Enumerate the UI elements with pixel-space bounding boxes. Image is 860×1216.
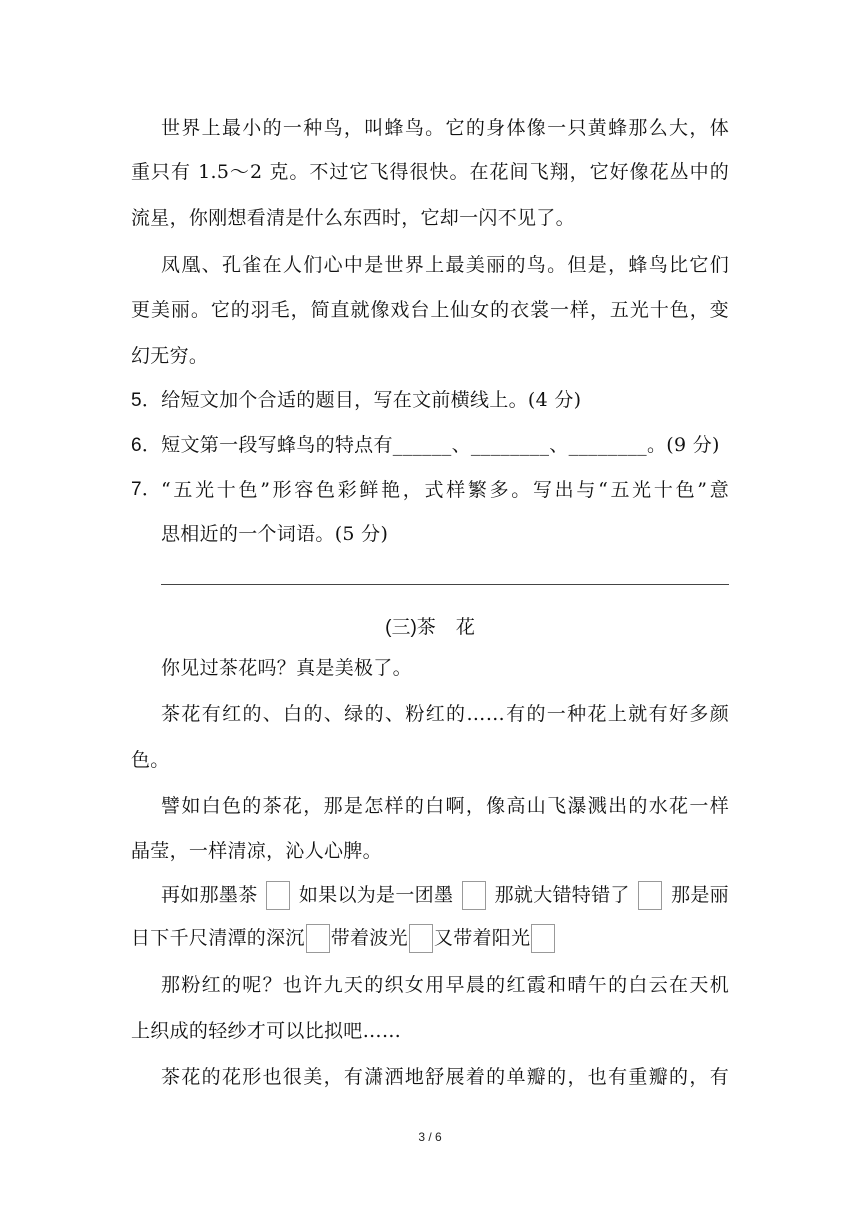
punctuation-blank-box[interactable] [266,881,290,910]
punctuation-blank-box[interactable] [638,881,662,910]
punctuation-blank-box[interactable] [409,924,433,953]
question-text: 短文第一段写蜂鸟的特点有______、________、________。(9 分) [161,434,720,456]
question-number: 7． [131,479,162,500]
passage-line: 更美丽。它的羽毛，简直就像戏台上仙女的衣裳一样，五光十色，变 [131,299,729,321]
cloze-segment: 那是丽 [671,884,729,906]
cloze-segment: 如果以为是一团墨 [298,884,454,906]
passage-line: 流星，你刚想看清是什么东西时，它却一闪不见了。 [131,207,575,229]
cloze-segment: 日下千尺清潭的深沉 [131,927,305,949]
title-text: 花 [455,617,475,638]
passage-line: 上织成的轻纱才可以比拟吧…… [131,1020,402,1042]
passage-line: 凤凰、孔雀在人们心中是世界上最美丽的鸟。但是，蜂鸟比它们 [161,254,729,276]
question-text: 给短文加个合适的题目，写在文前横线上。(4 分) [161,389,582,411]
question-7 [131,478,729,502]
passage-line: 茶花的花形也很美，有潇洒地舒展着的单瓣的，也有重瓣的，有 [161,1066,729,1088]
question-text-continued: 思相近的一个词语。(5 分) [161,523,389,545]
punctuation-blank-box[interactable] [306,924,330,953]
page-number: 3 / 6 [418,1130,442,1144]
cloze-line [131,923,556,953]
cloze-segment: 又带着阳光 [433,927,531,949]
passage-line: 晶莹，一样清凉，沁人心脾。 [131,840,382,862]
question-text: “五光十色”形容色彩鲜艳，式样繁多。写出与“五光十色”意 [161,479,729,501]
cloze-segment: 再如那墨茶 [161,884,258,906]
cloze-segment: 那就大错特错了 [494,884,630,906]
passage-line: 幻无穷。 [131,345,209,367]
passage-title [0,612,860,639]
punctuation-blank-box[interactable] [531,924,555,953]
question-5 [131,388,581,413]
title-text: (三)茶 [385,617,436,638]
passage-line: 譬如白色的茶花，那是怎样的白啊，像高山飞瀑溅出的水花一样 [161,795,729,817]
cloze-line [161,880,729,910]
passage-line: 茶花有红的、白的、绿的、粉红的……有的一种花上就有好多颜 [161,703,729,725]
question-number: 6． [131,435,162,456]
passage-line: 世界上最小的一种鸟，叫蜂鸟。它的身体像一只黄蜂那么大，体 [161,117,729,139]
question-number: 5． [131,390,162,411]
answer-line[interactable] [161,584,729,585]
passage-line: 色。 [131,749,170,771]
question-6 [131,433,720,458]
cloze-segment: 带着波光 [330,927,408,949]
passage-line: 你见过茶花吗？真是美极了。 [161,657,412,679]
punctuation-blank-box[interactable] [462,881,486,910]
passage-line: 那粉红的呢？也许九天的织女用早晨的红霞和晴午的白云在天机 [161,974,729,996]
passage-line: 重只有 1.5～2 克。不过它飞得很快。在花间飞翔，它好像花丛中的 [131,161,729,183]
